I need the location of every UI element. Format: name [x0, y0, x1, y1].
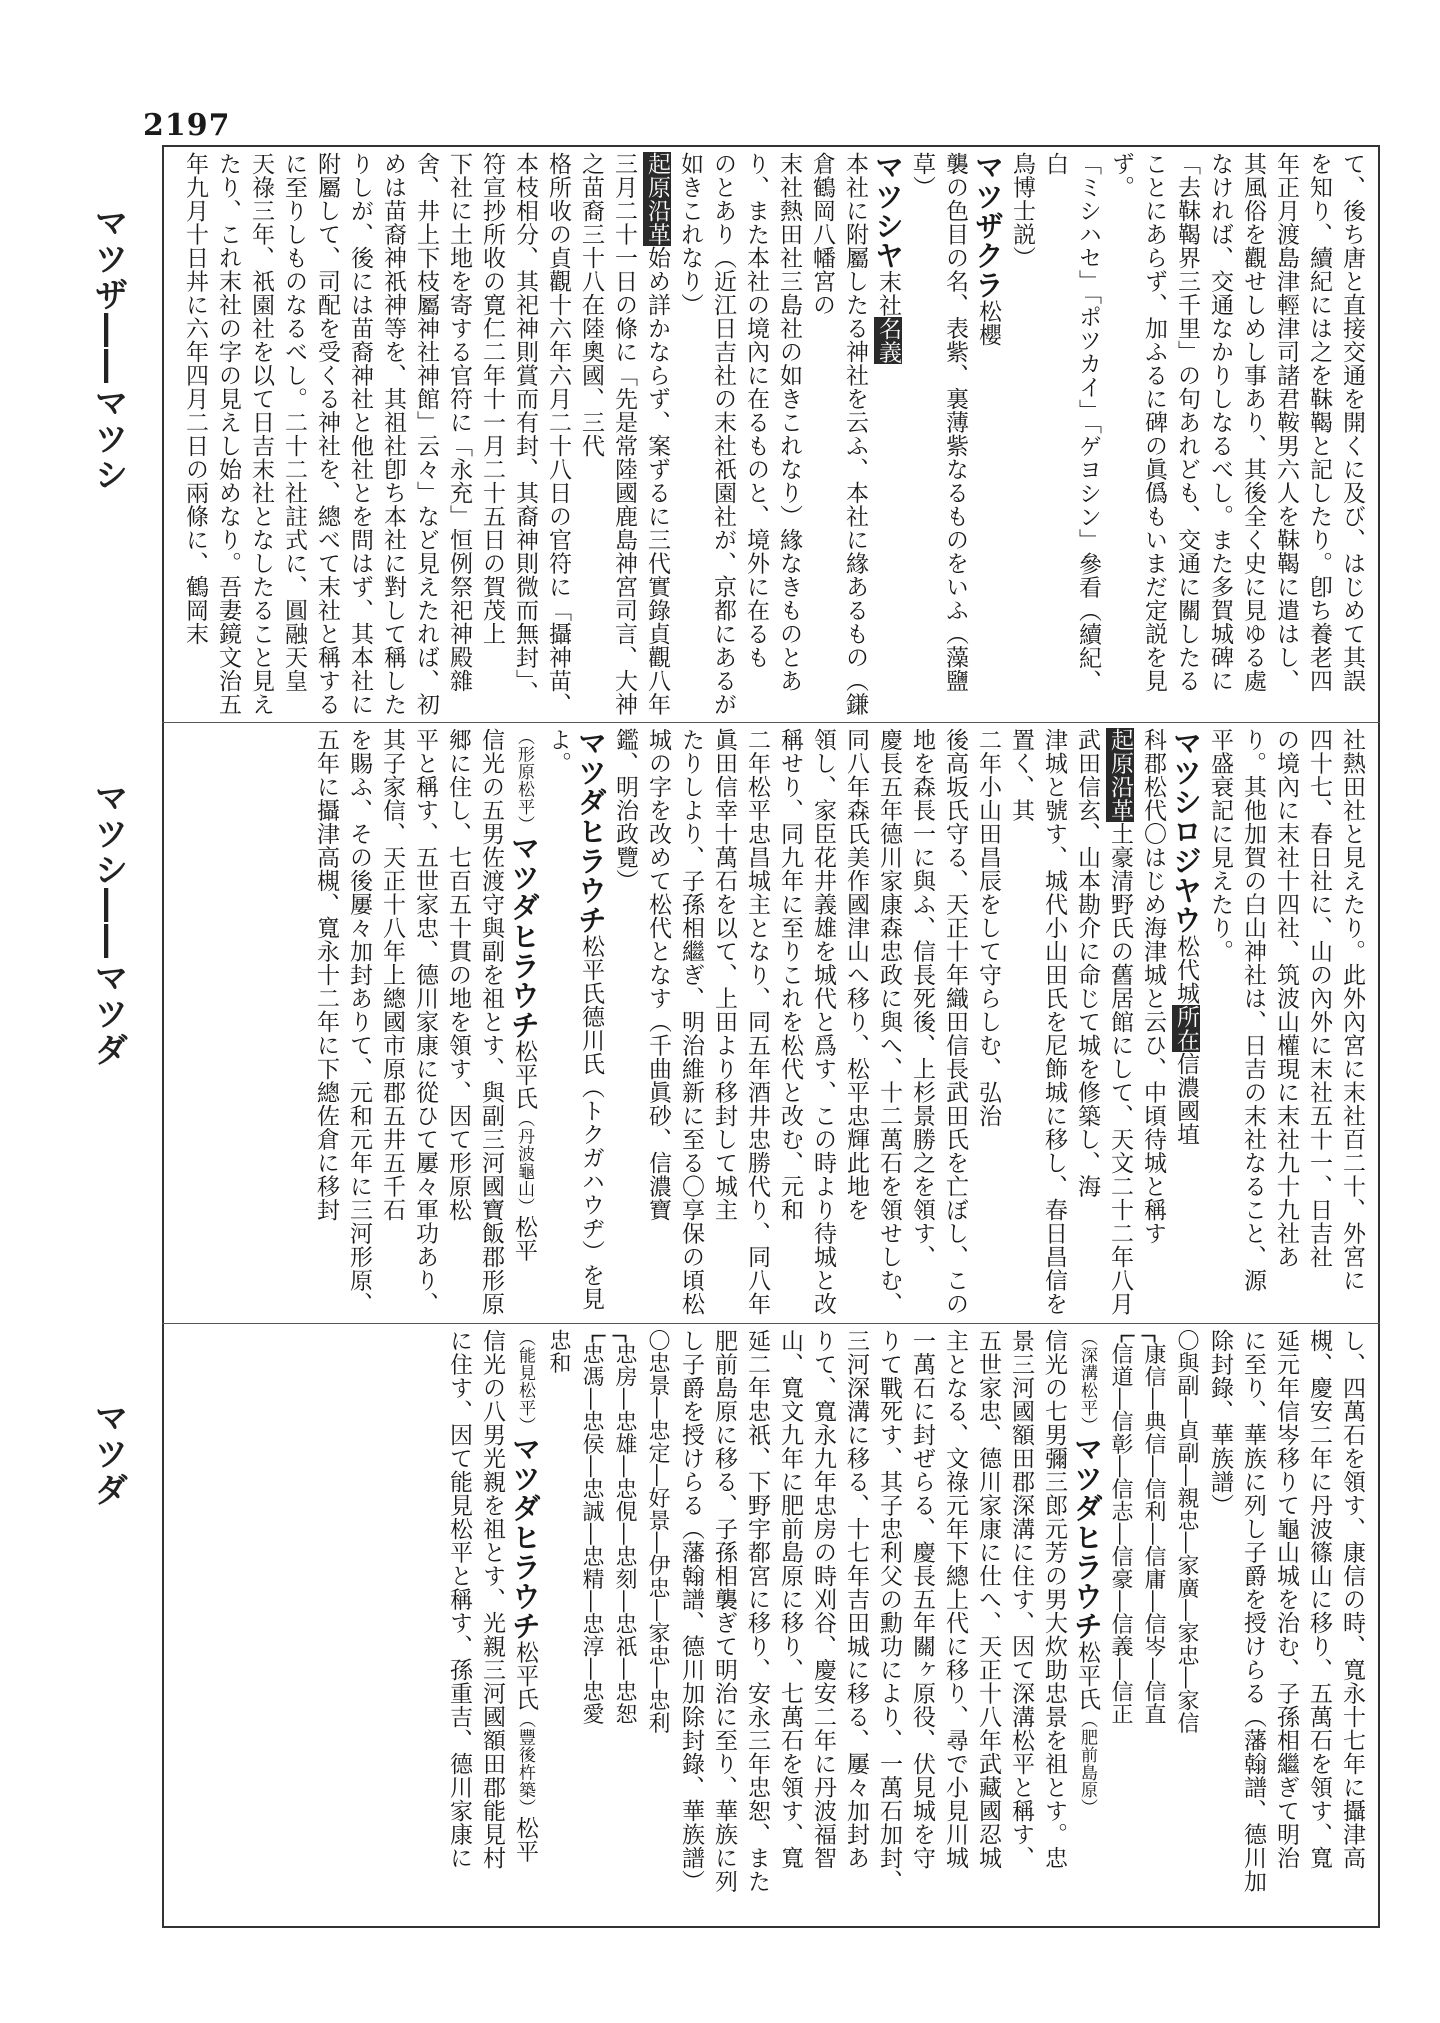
- text-line: 社熱田社と見えたり。此外內宮に末社百二十、外宮に: [1339, 728, 1365, 1292]
- entry-text: に住す、因て能見松平と稱す、孫重吉、德川家康に: [446, 1329, 472, 1870]
- entry-matsudahirauchi-kitsuki: [508, 1329, 542, 1919]
- text-line: ことにあらず、加ふるに碑の眞僞もいまだ定説を見ず。: [1108, 152, 1167, 693]
- entry-text: 襲の色目の名、表紫、裏薄紫なるものをいふ（藻鹽草）: [909, 152, 968, 693]
- domain-note: （丹波龜山）: [514, 1110, 534, 1215]
- entry-text: りて戰死す、其子忠利父の勳功により、一萬石加封、: [876, 1329, 902, 1893]
- entry-text: 肥前島原に移る、子孫相襲ぎて明治に至り、華族に列: [711, 1329, 737, 1893]
- entry-text: りしが、後には苗裔神社と他社とを問はず、其本社に附屬して、司配を受くる神社を、總べて末社と稱するに至りしものなるべし。二十二社註式に、圓融天皇: [281, 152, 373, 716]
- text-band-3: [176, 1329, 1368, 1919]
- gloss: 松代城: [1173, 934, 1199, 1005]
- text-line: に至り、華族に列し子爵を授けらる（藩翰譜、德川加: [1240, 1329, 1266, 1893]
- entry-text: 本社に附屬したる神社を云ふ、本社に緣あるもの（鎌倉鶴岡八幡宮の: [809, 152, 868, 716]
- entry-text: 鑑、明治政覽）: [612, 728, 638, 893]
- entry-text: 德川氏（トクガハウヂ）を見よ。: [545, 728, 604, 1311]
- headword: マツシヤ: [871, 152, 905, 270]
- headword: マツザクラ: [971, 152, 1005, 300]
- text-line: 鳥博士説）: [1009, 152, 1035, 270]
- label-tag: 所在: [1173, 1005, 1199, 1052]
- entry-text: 天祿三年、祇園社を以て日吉末社となしたること見えたり、これ末社の字の見えし始めなり。吾妻鏡文治五年九月十日丼に六年四月二日の兩條に、鶴岡末: [182, 152, 274, 716]
- genealogy-line: ┌忠房―忠雄―忠俔―忠刻―忠祇―忠恕: [612, 1329, 637, 1726]
- entry-text: 平と稱す、五世家忠、德川家康に從ひて屢々軍功あり、其子家信、天正十八年上總國市原郡五井五千石: [379, 728, 438, 1316]
- text-line: 四十七、春日社に、山の內外に末社五十一、日吉社: [1306, 728, 1332, 1269]
- entry-text: し子爵を授けらる（藩翰譜、德川加除封錄、華族譜）: [678, 1329, 704, 1893]
- entry-text: りて、寬永九年忠房の時刈谷、慶安二年に丹波福智: [810, 1329, 836, 1870]
- entry-matsushirojo: [1169, 728, 1203, 1318]
- text-line: り。其他加賀の白山神社は、日吉の末社なること、源: [1240, 728, 1266, 1292]
- genealogy-line: 〇與副―貞副―親忠―家廣―家忠―家信: [1174, 1329, 1199, 1734]
- gloss: 松櫻: [975, 299, 1001, 347]
- headword: マツダヒラウチ: [1070, 1434, 1104, 1641]
- headword: マツダヒラウチ: [507, 833, 541, 1040]
- label-tag: 起原沿革: [1107, 728, 1133, 822]
- entry-text: 慶長五年德川家康森忠政に與へ、十二萬石を領せしむ、同八年森氏美作國津山へ移り、松平忠輝此地を: [843, 728, 902, 1316]
- domain-note: （肥前島原）: [1077, 1711, 1097, 1816]
- entry-text: 松平: [511, 1215, 537, 1262]
- genealogy-line: 忠和: [546, 1329, 571, 1374]
- section-marker: （深溝松平）: [1077, 1329, 1097, 1434]
- text-line: なければ、交通なかりしなるべし。また多賀城碑に: [1207, 152, 1233, 693]
- entry-matsudahirauchi-katahara: [507, 728, 541, 1318]
- label-tag: 名義: [875, 317, 901, 364]
- side-guide-1: マツザ――マツシ: [88, 205, 128, 493]
- entry-text: 主となる、文祿元年下總上代に移り、尋で小見川城: [942, 1329, 968, 1870]
- text-line: 槻、慶安二年に丹波篠山に移り、五萬石を領す、寬: [1306, 1329, 1332, 1870]
- entry-text: 二年松平忠昌城主となり、同五年酒井忠勝代り、同八年眞田信幸十萬石を以て、上田より移封して城主: [711, 728, 770, 1316]
- headword: マツダヒラウチ: [508, 1434, 542, 1641]
- section-marker: （形原松平）: [514, 728, 534, 833]
- section-marker: （能見松平）: [515, 1329, 535, 1434]
- entry-text: 一萬石に封ぜらる、慶長五年關ヶ原役、伏見城を守: [909, 1329, 935, 1870]
- band-divider-1: [162, 722, 1380, 723]
- entry-text: 格所收の貞觀十六年六月二十八日の官符に「攝神苗、本枝相分、其祀神則賞而有封、其裔神則微而無封」、符宣抄所收の寛仁二年十一月二十五日の賀茂上: [479, 152, 571, 716]
- entry-text: 五世家忠、德川家康に仕へ、天正十八年武藏國忍城: [975, 1329, 1001, 1870]
- entry-matsudahirauchi-shimabara: [1070, 1329, 1104, 1919]
- entry-text: 始め詳かならず、案ずるに三代實錄貞觀八年三月二十一日の條に「先是常陸國鹿島神宮司言、大神之苗裔三十八在陸奧國、三代: [578, 152, 670, 716]
- text-line: 「去靺鞨界三千里」の句あれども、交通に關したる: [1174, 152, 1200, 693]
- genealogy-line: 〇忠景―忠定―好景―伊忠―家忠―忠利: [645, 1329, 670, 1734]
- text-line: 其風俗を觀せしめし事あり、其後全く史に見ゆる處: [1240, 152, 1266, 693]
- text-line: の境內に末社十四社、筑波山權現に末社九十九社あ: [1273, 728, 1299, 1269]
- text-line: て、後ち唐と直接交通を開くに及び、はじめて其誤: [1339, 152, 1365, 693]
- gloss: 松平氏: [1074, 1640, 1100, 1711]
- entry-text: を賜ふ、その後屢々加封ありて、元和元年に三河形原、五年に攝津高槻、寬永十二年に下總佐倉に移封: [313, 728, 372, 1316]
- text-line: を知り、續紀には之を靺鞨と記したり。卽ち養老四: [1306, 152, 1332, 693]
- location-text: 信濃國埴: [1173, 1052, 1199, 1146]
- side-guide-3: マツダ: [88, 1400, 128, 1508]
- headword: マツダヒラウチ: [574, 728, 608, 935]
- entry-matsuzakura: [971, 152, 1005, 716]
- entry-text: 下社に土地を寄する官符に「永充」恒例祭祀神殿雜舍、井上下枝屬神社神館」云々」など見えたれば、初めは苗裔神祇神等を、其祖社卽ち本社に對して稱した: [380, 152, 472, 716]
- genealogy-line: └信道―信彰―信志―信豪―信義―信正: [1108, 1329, 1133, 1726]
- entry-text: のとあり（近江日吉社の末社祇園社が、京都にあるが如きこれなり）: [677, 152, 736, 716]
- page-number: 2197: [143, 108, 231, 143]
- entry-text: 信光の五男佐渡守與副を祖とす、與副三河國寶飯郡形原郷に住し、七百五十貫の地を領す、因て形原松: [445, 728, 504, 1316]
- domain-note: （豐後杵築）: [515, 1711, 535, 1816]
- entry-text: 松平: [512, 1816, 538, 1863]
- text-line: 「ミシハセ」「ポツカイ」「ゲヨシン」參看（續紀、白: [1042, 152, 1101, 693]
- entry-text: 山、寬文九年に肥前島原に移り、七萬石を領す、寬: [777, 1329, 803, 1870]
- entry-text: 津城と號す、城代小山田氏を尼飾城に移し、春日昌信を置く、其: [1008, 728, 1067, 1316]
- text-line: 年正月渡島津輕津司諸君鞍男六人を靺鞨に遣はし、: [1273, 152, 1299, 693]
- entry-text: 三河深溝に移る、十七年吉田城に移る、屢々加封あ: [843, 1329, 869, 1870]
- entry-text: 科郡松代〇はじめ海津城と云ひ、中頃待城と稱す: [1140, 728, 1166, 1245]
- entry-text: 後高坂氏守る、天正十年織田信長武田氏を亡ぼし、この地を森長一に與ふ、信長死後、上杉景勝之を領す、: [909, 728, 968, 1316]
- side-guide-2: マツシ――マツダ: [88, 780, 128, 1068]
- entry-text: たりしより、子孫相繼ぎ、明治維新に至る〇享保の頃松城の字を改めて松代となす（千曲眞砂、信濃寶: [645, 728, 704, 1316]
- genealogy-line: └忠馮―忠侯―忠誠―忠精―忠淳―忠愛: [579, 1329, 604, 1726]
- gloss: 松平氏: [512, 1640, 538, 1711]
- text-line: 除封錄、華族譜）: [1207, 1329, 1233, 1517]
- label-tag: 起原沿革: [644, 152, 670, 246]
- gloss: 松平氏: [511, 1039, 537, 1110]
- gloss: 松平氏: [578, 934, 604, 1005]
- entry-matsudahirauchi: [541, 728, 608, 1318]
- entry-text: 景三河國額田郡深溝に住す、因て深溝松平と稱す、: [1008, 1329, 1034, 1870]
- entry-text: 延二年忠祇、下野宇都宮に移り、安永三年忠恕、また: [744, 1329, 770, 1893]
- entry-text: 二年小山田昌辰をして守らしむ、弘治: [975, 728, 1001, 1128]
- text-band-1: [176, 152, 1368, 716]
- band-divider-2: [162, 1323, 1380, 1324]
- text-line: し、四萬石を領す、康信の時、寬永十七年に攝津高: [1339, 1329, 1365, 1870]
- text-line: 平盛衰記に見えたり。: [1207, 728, 1233, 963]
- gloss: 末社: [875, 270, 901, 317]
- entry-text: 土豪清野氏の舊居館にして、天文二十二年八月武田信玄、山本勘介に命じて城を修築し、海: [1074, 728, 1133, 1316]
- entry-text: 末社熱田社三島社の如きこれなり）緣なきものとあり、また本社の境內に在るものと、境外に在るも: [743, 152, 802, 693]
- entry-matsushiya: [871, 152, 905, 716]
- entry-text: 信光の七男彌三郎元芳の男大炊助忠景を祖とす。忠: [1041, 1329, 1067, 1870]
- entry-text: 領し、家臣花井義雄を城代と爲す、この時より待城と改稱せり、同九年に至りこれを松代と改む、元和: [777, 728, 836, 1316]
- text-band-2: [176, 728, 1368, 1318]
- genealogy-line: ┌康信―典信―信利―信庸―信岑―信直: [1141, 1329, 1166, 1726]
- text-line: 延元年信岑移りて龜山城を治む、子孫相繼ぎて明治: [1273, 1329, 1299, 1870]
- entry-text: 信光の八男光親を祖とす、光親三河國額田郡能見村: [479, 1329, 505, 1870]
- headword: マツシロジヤウ: [1169, 728, 1203, 935]
